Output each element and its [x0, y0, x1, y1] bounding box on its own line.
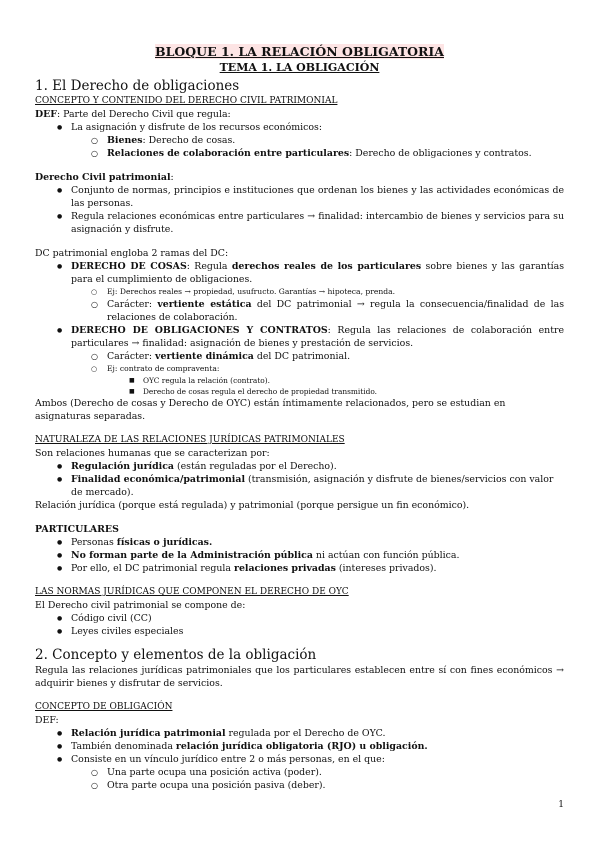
def-label: DEF:	[35, 715, 59, 726]
page-number: 1	[558, 800, 564, 810]
list-item: ● No forman parte de la Administración pública ni actúan con función pública.	[35, 549, 564, 562]
list-item: ○ Relaciones de colaboración entre particulares: Derecho de obligaciones y contratos.	[35, 147, 564, 160]
ramas-intro: DC patrimonial engloba 2 ramas del DC:	[35, 248, 229, 259]
subheading-concepto-obligacion: CONCEPTO DE OBLIGACIÓN	[35, 702, 173, 712]
list-item: ● Finalidad económica/patrimonial (transmisión, asignación y disfrute de bienes/servicios con valor de mercado).	[35, 473, 564, 499]
definition-line: DEF: Parte del Derecho Civil que regula:	[35, 109, 231, 120]
ramas-list	[35, 260, 564, 397]
definition-list	[35, 121, 564, 160]
ambos-note: Ambos (Derecho de cosas y Derecho de OYC) están íntimamente relacionados, pero se estudian en asignaturas separadas.	[35, 398, 506, 422]
naturaleza-summary: Relación jurídica (porque está regulada) y patrimonial (porque persigue un fin económico).	[35, 500, 470, 511]
list-item: ■ Derecho de cosas regula el derecho de propiedad transmitido.	[35, 386, 564, 397]
list-item: ● DERECHO DE COSAS: Regula derechos reales de los particulares sobre bienes y las garantías para el cumplimiento de obligaciones.	[35, 260, 564, 286]
list-item: ● DERECHO DE OBLIGACIONES Y CONTRATOS: Regula las relaciones de colaboración entre particulares → finalidad: asignación de bienes y prestación de servicios.	[35, 324, 564, 350]
obligacion-list	[35, 727, 564, 792]
list-item: ○ Carácter: vertiente dinámica del DC patrimonial.	[35, 350, 564, 363]
list-item: ○ Carácter: vertiente estática del DC patrimonial → regula la consecuencia/finalidad de las relaciones de colaboración.	[35, 298, 564, 324]
list-item: ● Relación jurídica patrimonial regulada por el Derecho de OYC.	[35, 727, 564, 740]
subheading-concepto: CONCEPTO Y CONTENIDO DEL DERECHO CIVIL PATRIMONIAL	[35, 96, 338, 106]
list-item: ● Regula relaciones económicas entre particulares → finalidad: intercambio de bienes y servicios para su asignación y disfrute.	[35, 210, 564, 236]
list-item: ○ Una parte ocupa una posición activa (poder).	[35, 766, 564, 779]
list-item: ○ Otra parte ocupa una posición pasiva (deber).	[35, 779, 564, 792]
document-subtitle: TEMA 1. LA OBLIGACIÓN	[219, 61, 380, 74]
document-title: BLOQUE 1. LA RELACIÓN OBLIGATORIA	[155, 44, 444, 59]
normas-list	[35, 612, 564, 638]
dcp-label: Derecho Civil patrimonial:	[35, 172, 174, 183]
list-item: ● También denominada relación jurídica obligatoria (RJO) u obligación.	[35, 740, 564, 753]
list-item: ■ OYC regula la relación (contrato).	[35, 375, 564, 386]
subheading-normas: LAS NORMAS JURÍDICAS QUE COMPONEN EL DERECHO DE OYC	[35, 587, 349, 597]
list-item: ○ Bienes: Derecho de cosas.	[35, 134, 564, 147]
naturaleza-intro: Son relaciones humanas que se caracterizan por:	[35, 448, 270, 459]
list-item: ○ Ej: contrato de compraventa:	[35, 363, 564, 375]
section-1-heading: 1. El Derecho de obligaciones	[35, 78, 240, 94]
subheading-naturaleza: NATURALEZA DE LAS RELACIONES JURÍDICAS PATRIMONIALES	[35, 435, 345, 445]
list-item: ● La asignación y disfrute de los recursos económicos:	[35, 121, 564, 134]
particulares-label: PARTICULARES	[35, 524, 119, 535]
list-item: ● Leyes civiles especiales	[35, 625, 564, 638]
list-item: ● Conjunto de normas, principios e instituciones que ordenan los bienes y las actividades económicas de las personas.	[35, 184, 564, 210]
list-item: ● Consiste en un vínculo jurídico entre 2 o más personas, en el que:	[35, 753, 564, 766]
list-item: ● Regulación jurídica (están reguladas por el Derecho).	[35, 460, 564, 473]
list-item: ● Por ello, el DC patrimonial regula relaciones privadas (intereses privados).	[35, 562, 564, 575]
dcp-list	[35, 184, 564, 236]
list-item: ● Personas físicas o jurídicas.	[35, 536, 564, 549]
section-2-intro: Regula las relaciones jurídicas patrimoniales que los particulares establecen entre sí con fines económicos → adquirir bienes y disfrutar de servicios.	[35, 665, 564, 689]
normas-intro: El Derecho civil patrimonial se compone de:	[35, 600, 246, 611]
list-item: ● Código civil (CC)	[35, 612, 564, 625]
section-2-heading: 2. Concepto y elementos de la obligación	[35, 647, 317, 663]
naturaleza-list	[35, 460, 564, 499]
particulares-list	[35, 536, 564, 575]
list-item: ○ Ej: Derechos reales → propiedad, usufructo. Garantías → hipoteca, prenda.	[35, 286, 564, 298]
